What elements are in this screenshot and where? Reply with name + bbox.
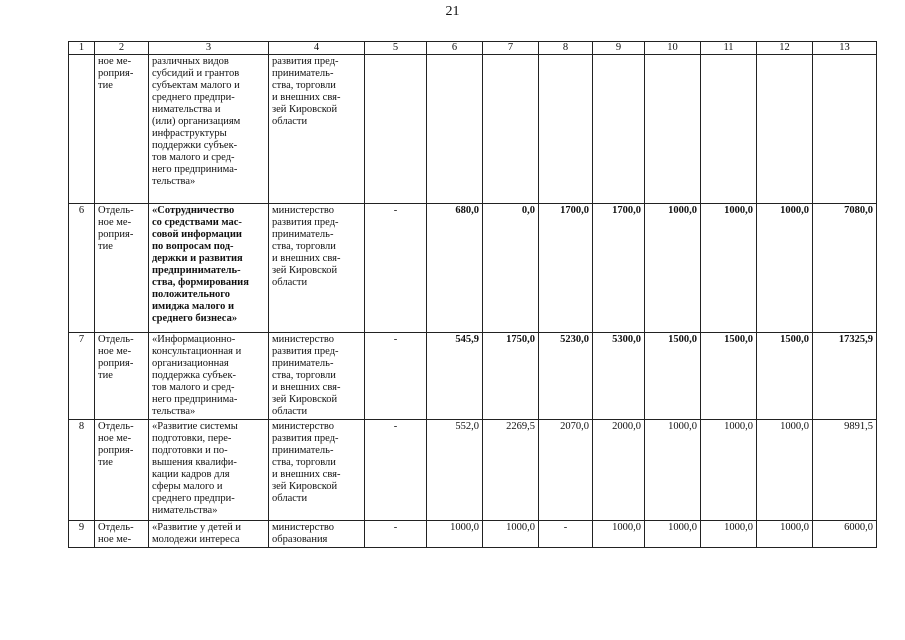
header-cell-13: 13 xyxy=(813,42,877,55)
event-type-cell: Отдель- ное ме- роприя- тие xyxy=(95,204,149,333)
value-cell: 1000,0 xyxy=(645,521,701,548)
value-cell: 1000,0 xyxy=(757,204,813,333)
value-cell xyxy=(539,55,593,204)
row-number-cell: 6 xyxy=(69,204,95,333)
event-type-cell: Отдель- ное ме- роприя- тие xyxy=(95,420,149,521)
table-row xyxy=(69,420,877,521)
value-cell: 1000,0 xyxy=(701,521,757,548)
value-cell: 1000,0 xyxy=(701,204,757,333)
row-number-cell: 9 xyxy=(69,521,95,548)
value-cell: 1750,0 xyxy=(483,333,539,420)
value-cell: 1000,0 xyxy=(645,420,701,521)
header-cell-9: 9 xyxy=(593,42,645,55)
value-cell xyxy=(701,55,757,204)
header-cell-6: 6 xyxy=(427,42,483,55)
value-cell: 5230,0 xyxy=(539,333,593,420)
value-cell: - xyxy=(365,521,427,548)
executor-cell: министерство развития пред- приниматель- ства, торговли и внешних свя- зей Кировской области xyxy=(269,333,365,420)
value-cell: 17325,9 xyxy=(813,333,877,420)
value-cell: 1000,0 xyxy=(757,420,813,521)
event-type-cell: ное ме- роприя- тие xyxy=(95,55,149,204)
table-row xyxy=(69,204,877,333)
value-cell: 1500,0 xyxy=(701,333,757,420)
header-row xyxy=(69,42,877,55)
value-cell: 1000,0 xyxy=(427,521,483,548)
table-row xyxy=(69,333,877,420)
value-cell: 2269,5 xyxy=(483,420,539,521)
row-number-cell: 7 xyxy=(69,333,95,420)
row-number-cell: 8 xyxy=(69,420,95,521)
value-cell: 5300,0 xyxy=(593,333,645,420)
page-number: 21 xyxy=(445,4,460,19)
event-name-cell: «Сотрудничество со средствами мас- совой информации по вопросам под- держки и развития предприниматель- ства, формирования положительного имиджа малого и среднего бизнеса» xyxy=(149,204,269,333)
value-cell: - xyxy=(365,333,427,420)
value-cell: 1500,0 xyxy=(645,333,701,420)
header-cell-2: 2 xyxy=(95,42,149,55)
event-name-cell: различных видов субсидий и грантов субъектам малого и среднего предпри- нимательства и (или) организациям инфраструктуры поддержки субъек- тов малого и сред- него предпринима- тельства» xyxy=(149,55,269,204)
value-cell xyxy=(757,55,813,204)
table-row xyxy=(69,55,877,204)
value-cell xyxy=(365,55,427,204)
header-cell-5: 5 xyxy=(365,42,427,55)
value-cell: - xyxy=(365,420,427,521)
value-cell: 6000,0 xyxy=(813,521,877,548)
value-cell: 1000,0 xyxy=(701,420,757,521)
value-cell: 1700,0 xyxy=(593,204,645,333)
value-cell: 1500,0 xyxy=(757,333,813,420)
event-name-cell: «Информационно- консультационная и организационная поддержка субъек- тов малого и сред- него предпринима- тельства» xyxy=(149,333,269,420)
value-cell xyxy=(813,55,877,204)
value-cell: 2070,0 xyxy=(539,420,593,521)
value-cell: 9891,5 xyxy=(813,420,877,521)
value-cell xyxy=(645,55,701,204)
event-name-cell: «Развитие системы подготовки, пере- подготовки и по- вышения квалифи- кации кадров для сферы малого и среднего предпри- нимательства» xyxy=(149,420,269,521)
header-cell-8: 8 xyxy=(539,42,593,55)
value-cell: 7080,0 xyxy=(813,204,877,333)
value-cell: 552,0 xyxy=(427,420,483,521)
event-type-cell: Отдель- ное ме- роприя- тие xyxy=(95,333,149,420)
header-cell-1: 1 xyxy=(69,42,95,55)
event-type-cell: Отдель- ное ме- xyxy=(95,521,149,548)
executor-cell: развития пред- приниматель- ства, торговли и внешних свя- зей Кировской области xyxy=(269,55,365,204)
value-cell xyxy=(427,55,483,204)
value-cell: - xyxy=(365,204,427,333)
event-name-cell: «Развитие у детей и молодежи интереса xyxy=(149,521,269,548)
value-cell: 1000,0 xyxy=(645,204,701,333)
header-cell-7: 7 xyxy=(483,42,539,55)
value-cell: - xyxy=(539,521,593,548)
value-cell: 0,0 xyxy=(483,204,539,333)
row-number-cell xyxy=(69,55,95,204)
value-cell xyxy=(483,55,539,204)
value-cell: 2000,0 xyxy=(593,420,645,521)
value-cell: 680,0 xyxy=(427,204,483,333)
program-table xyxy=(68,41,877,548)
value-cell xyxy=(593,55,645,204)
header-cell-12: 12 xyxy=(757,42,813,55)
value-cell: 545,9 xyxy=(427,333,483,420)
table-row xyxy=(69,521,877,548)
executor-cell: министерство образования xyxy=(269,521,365,548)
header-cell-11: 11 xyxy=(701,42,757,55)
executor-cell: министерство развития пред- приниматель- ства, торговли и внешних свя- зей Кировской области xyxy=(269,420,365,521)
header-cell-10: 10 xyxy=(645,42,701,55)
header-cell-4: 4 xyxy=(269,42,365,55)
value-cell: 1700,0 xyxy=(539,204,593,333)
value-cell: 1000,0 xyxy=(757,521,813,548)
value-cell: 1000,0 xyxy=(483,521,539,548)
header-cell-3: 3 xyxy=(149,42,269,55)
executor-cell: министерство развития пред- приниматель- ства, торговли и внешних свя- зей Кировской области xyxy=(269,204,365,333)
value-cell: 1000,0 xyxy=(593,521,645,548)
